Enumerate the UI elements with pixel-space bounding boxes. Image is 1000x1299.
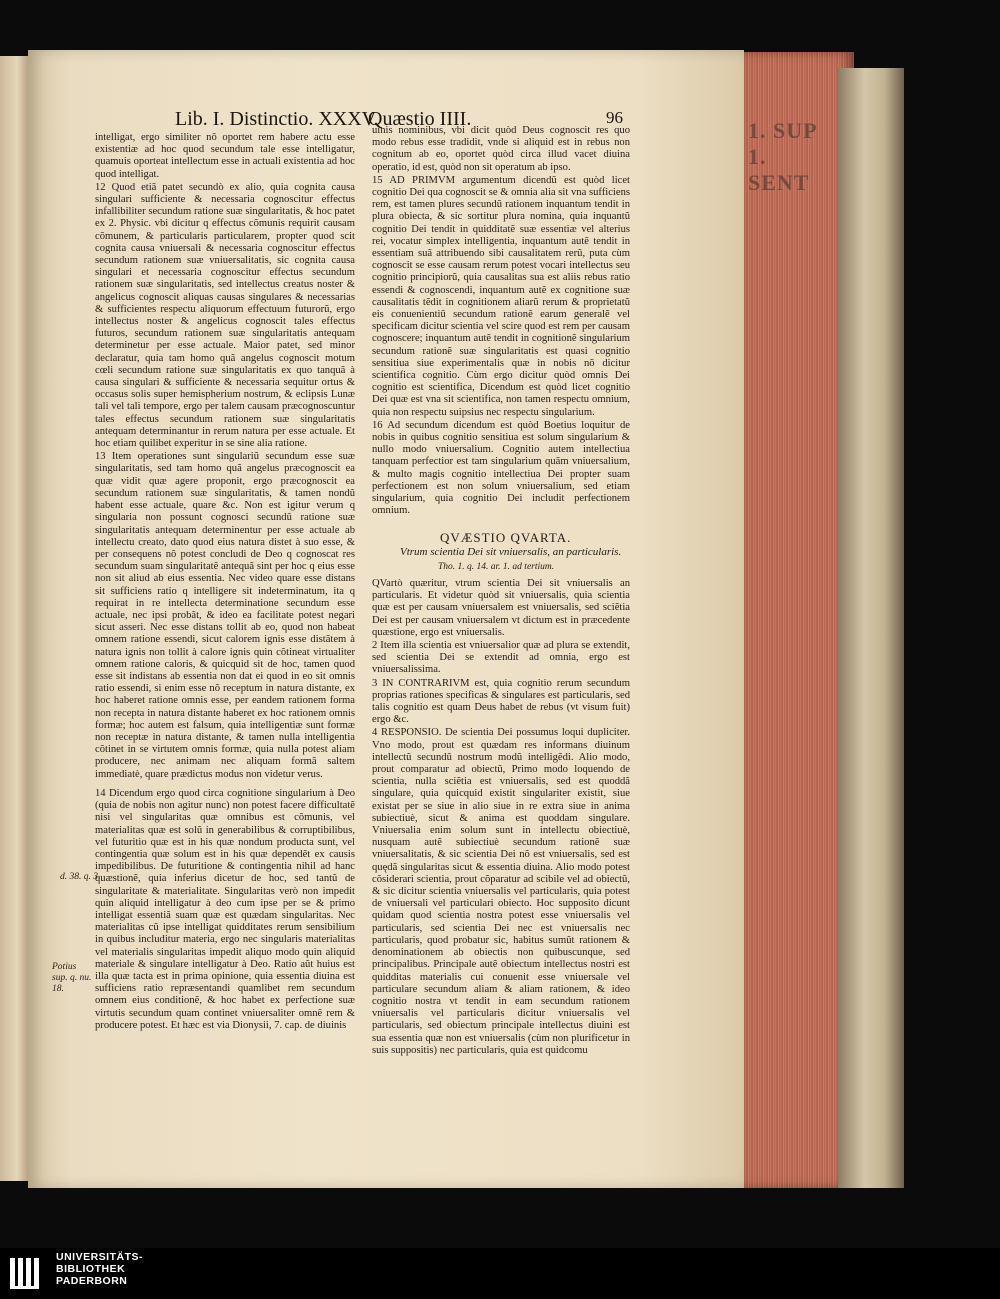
paragraph: 13 Item operationes sunt singulariũ secundum esse suæ singularitatis, sed tam homo quã angelus præcognoscit ea quæ vidit quæ agere proponit, ergo præcognoscit ea secundum rationem suæ singularitatis, & tamen nondũ habent esse actuale, quare &c. Non est igitur verum q singularia non possunt cognosci secundũ ratione suæ singularitatis antequam determinentur per esse actuale ab intellectu creato, dato quod eius natura distet à suo esse, & per consequens nõ potest concludi de Deo q cognoscat res secundum suam singularitatẽ antequã sint per hoc q eius esse non sit aliud ab eius essentia. Nec video quare esse distans sit sufficiens ratio q intelligere sit indeterminatum, ita q requirat in re intellecta determinatione secundum esse actuale, nec ipsi probãt, & ideo ea facilitate potest negari sicut asseri. Nec esse distans tollit ab eo, quod non habeat omnem ratione essendi, sicut calorem ignis esse distãtem à natura ignis non tollit à calore ignis quin cõtineat virtualiter omnem ratione caloris, & quicquid sit de hoc, tamen quod esse sit indistans ab essentia non dat ei quod in eo sit omnis ratio essendi, si enim esse nõ receptum in natura distante, ex hoc haberet ratione omnis esse, per eandem rationem forma non recepta in natura distante haberet ex hoc rationem omnis formæ; hoc autem est falsum, quia intelligentiæ sunt formæ non receptæ in natura distante, & tamen nulla intelligentia cõtinet in se virtutem omnis formæ, quia nulla potest aliam producere, nec animam nec aliquam formã saltem immediatè, quare prædictus modus non videtur verus.	[95, 451, 355, 780]
right-column-lower	[372, 578, 630, 1058]
spine-label: 1. SUP 1. SENT	[748, 118, 817, 195]
facing-page-edge	[0, 56, 28, 1181]
paragraph: 15 AD PRIMVM argumentum dicendũ est quòd licet cognitio Dei qua cognoscit se & omnia alia sit vna sufficiens rem, est tamen plures secundũ rationem inquantum tendit in plura obiecta, & sic sortitur plura nomina, quia inquantũ cognitio Dei tendit in quidditatẽ suæ essentiæ vel alterius rei, vocatur simplex intelligentia, inquantum autẽ tendit in essentiam suã attribuendo sibi causalitatem rerũ, puta cùm cognoscit se esse causam rerum potest vocari intellectus seu cognitio principiorũ, quia causalitas sua est aliis rebus ratio essendi & cognoscendi, inquantum autẽ ex cognitione suæ causalitatis tẽdit in cognitionem aliarũ rerum & proprietatũ eis conuenientiũ secundum rationẽ earum generalẽ vel specificam dicitur scientia vel scire quod est rem per causam cognoscere; inquantum autẽ tendit in cognitionẽ singularium secundum rationẽ suæ singularitatis est quasi cognitio sensitiua siue experimentalis quæ in nobis nõ dicitur scientifica cognitio. Cùm ergo dicitur quòd omnis Dei cognitio est scientifica, Dicendum est quòd licet cognitio Dei quæ est vna sit scientifica, non tamen respectu omnium, quia non respectu suipsius nec respectu singularium.	[372, 174, 630, 418]
paragraph: 14 Dicendum ergo quod circa cognitione singularium à Deo (quia de nobis non agitur nunc) non potest facere difficultatẽ nisi vel singularitas quæ omnibus est cõmunis, vel materialitas quæ est solũ in generabilibus & corruptibilibus, vel futuritio quæ est in his quæ nondum producta sunt, vel contingentia quæ solum est in his quæ dependẽt ex causis impedibilibus. De futuritione & contingentia nihil ad hanc quæstionẽ, quia inferius dicetur de hoc, sed tantũ de singularitate & materialitate. Singularitas verò non impedit quin aliquid intelligatur à deo cum ipse per se & primo intelligat essentiã suam quæ est quædam singularitas. Nec materialitas cũ ipse intelligat quidditates rerum sensibilium in quibus includitur materia, ergo nec singularis materialitas vel materialis singularitas impedit aliquo modo quin aliquid materiale & singulare intelligatur à Deo. Ratio aũt huius est illa quæ tacta est in prima opinione, quia essentia diuina est sufficiens ratio repræsentandi quamlibet rem secundum omnem eius conditionẽ, & hoc habet ex perfectione suæ virtutis secundum quam continet vniuersaliter omnẽ rem & producere potest. Et hæc est via Dionysii, 7. cap. de diuinis	[95, 788, 355, 1031]
margin-note: d. 38. q. 3.	[60, 872, 101, 882]
paragraph: 2 Item illa scientia est vniuersalior quæ ad plura se extendit, sed scientia Dei se extendit ad omnia, ergo est vniuersalissima.	[372, 640, 630, 676]
margin-note: Potius sup. q. nu. 18.	[52, 962, 92, 994]
paragraph: 12 Quod etiã patet secundò ex alio, quia cognita causa singulari sufficiente & necessaria cognoscitur effectus infallibiliter secundum ratione suæ singularitatis, & hoc patet ex 2. Physic. vbi dicitur q effectus cõmunis requirit causam cõmunem, & particularis particularem, propter quod scit cognita causa vniuersali & necessaria cognoscitur effectus secundum rationem suæ vniuersalitatis, sic cognita causa singulari et necessaria cognoscitur effectus secundum rationem suæ singularitatis, sed intellectus creatus noster & angelicus cognoscit aliquas causas singulares & necessarias & sufficientes respectu aliquorum effectuum futurorũ, ergo intellectus noster & angelicus cognoscit tales effectus futuros, secundum rationem suæ singularitatis antequam determinetur per esse actuale. Maior patet, sed minor declaratur, quia tam homo quã angelus cognoscit motum cœli secundum ratione suæ singularitatis ex quo tanquã à causa singulari & sufficiente & necessaria sequitur ortus & occasus solis super hemispherium nostrum, & eclipsis Lunæ tali vel tali tempore, ergo per talem causam præcognoscuntur tales effectus secundum rationem suæ singularitatis antequam determinantur in rerum natura per esse actuale. Et hoc etiam quilibet experitur in se sine alia ratione.	[95, 181, 355, 450]
book-cover	[838, 68, 904, 1188]
left-column	[95, 132, 355, 782]
left-column-lower	[95, 788, 355, 1033]
question-title: QVÆSTIO QVARTA.	[440, 530, 572, 545]
question-subtitle: Vtrum scientia Dei sit vniuersalis, an particularis.	[400, 546, 622, 558]
footer-bar	[0, 1248, 1000, 1299]
library-name	[56, 1251, 143, 1287]
right-column	[372, 125, 630, 519]
library-logo-icon	[8, 1254, 48, 1292]
running-head-right: Quæstio IIII.	[368, 108, 472, 130]
paragraph: 3 IN CONTRARIVM est, quia cognitio rerum secundum proprias rationes specificas & singulares est particularis, sed talis cognitio est quam Deus habet de rebus (vt visum fuit) ergo &c.	[372, 677, 630, 726]
paragraph: QVartò quæritur, vtrum scientia Dei sit vniuersalis an particularis. Et videtur quòd sit vniuersalis, quia scientia quæ est per causam vniuersalem est vniuersalis, sed sciẽtia Dei est per causam vniuersalem vt dictum est in præcedente quæstione, ergo est vniuersalis.	[372, 578, 630, 638]
library-name-line: BIBLIOTHEK	[56, 1263, 126, 1275]
paragraph: uinis nominibus, vbi dicit quòd Deus cognoscit res quo modo rebus esse tradidit, vnde si aliquid est in rebus non cognitum ab eo, oportet quòd circa illud vacet diuina operatio, id est, quòd non sit operatum ab ipso.	[372, 125, 630, 173]
question-reference: Tho. 1. q. 14. ar. 1. ad tertium.	[438, 562, 555, 572]
paragraph: 16 Ad secundum dicendum est quòd Boetius loquitur de nobis in quibus cognitio sensitiua est solum singularium & nullo modo vniuersalium. Cognitio autem intellectiua tanquam perfectior est tam singularium quãm vniuersalium, & multo magis cognitio intellectiua Dei propter suam perfectionem est non solum vniuersalium, sed etiam singularium, quia cognitio Dei includit perfectionem omnium.	[372, 419, 630, 517]
running-head-left: Lib. I. Distinctio. XXXV.	[175, 108, 379, 130]
library-name-line: UNIVERSITÄTS-	[56, 1251, 144, 1263]
paragraph: 4 RESPONSIO. De scientia Dei possumus loqui dupliciter. Vno modo, prout est quædam res informans diuinum intellectũ secundũ nostrum modũ intelligẽdi. Alio modo, prout comparatur ad obiectũ, Primo modo loquendo de scientia, nulla sciẽtia est vniuersalis, sed est quoddã singulare, quia quicquid existit singulariter existit, siue existat per se siue in alio siue in re extra siue in anima subiectiuè, sicut & anima est quoddam singulare. Vniuersalia enim solum sunt in intellectu obiectiuè, nusquam autẽ subiectiuè secundum rationẽ suæ vniuersalitatis, & sic scientia Dei nõ est vniuersalis, sed est quędã singularitas sicut & essentia diuina. Alio modo potest cõsiderari scientia, prout cõparatur ad scibile vel ad obiectũ, & sic dicitur scientia vniuersalis vel particularis, quia potest de vniuersali vel particulari obiecto. Hoc supposito dicunt quidam quod scientia nostra potest esse vniuersalis vel particularis, sed scientia Dei nec est vniuersalis nec particularis, quod probatur sic, habitus sumũt rationem & denominationem ab obiectis non quibuscunque, sed principalibus. Principale autẽ obiectum intellectus nostri est quidditas materialis cui conuenit esse vniuersale vel particulare secundum aliam & aliam rationem, & ideo cognitio nostra vt tendit in eam secundum rationem vniuersalis vel particularis dicitur vniuersalis vel particularis, sed obiectum principale intellectus diuini est sua essentia quæ non est vniuersalis (cùm non plurificetur in suis suppositis) nec particularis, quia est quidcomu	[372, 727, 630, 1056]
folio-number: 96	[606, 108, 623, 127]
library-name-line: PADERBORN	[56, 1275, 128, 1287]
paragraph: intelligat, ergo similiter nõ oportet rem habere actu esse existentiæ ad hoc quod secundum tale esse intelligatur, quamuis oporteat intellectum esse in actuali existentia ad hoc quod intelligat.	[95, 132, 355, 180]
